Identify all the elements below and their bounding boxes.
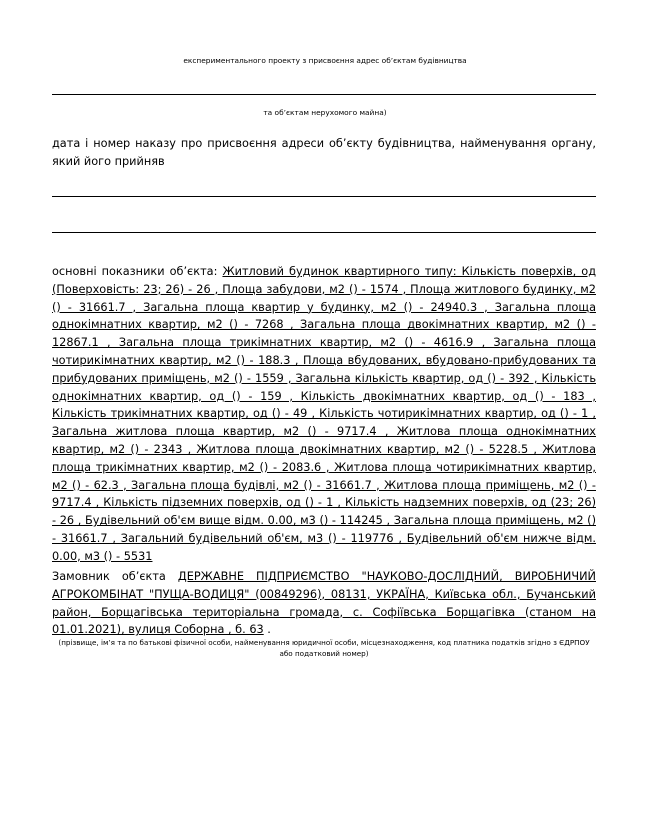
divider-line: [52, 196, 596, 197]
order-info-text: дата і номер наказу про присвоєння адреси об’єкту будівництва, найменування органу, який його прийняв: [52, 137, 596, 168]
header-top-note: експериментального проекту з присвоєння адрес об’єктам будівництва: [183, 56, 467, 65]
indicators-paragraph: [52, 263, 596, 566]
customer-paragraph: [52, 568, 596, 639]
customer-trailing: .: [263, 623, 271, 637]
customer-label: Замовник об’єкта: [52, 570, 166, 583]
divider-line: [52, 232, 596, 233]
customer-value: ДЕРЖАВНЕ ПІДПРИЄМСТВО "НАУКОВО-ДОСЛІДНИЙ, ВИРОБНИЧИЙ АГРОКОМБІНАТ "ПУЩА-ВОДИЦЯ" (00849296), 08131, УКРАЇНА, Київська обл., Бучанський район, Борщагівська територіальна громада, с. Софіївська Борщагівка (станом на 01.01.2021), вулиця Соборна , б. 63: [52, 570, 596, 637]
divider-line: [52, 94, 596, 95]
customer-caption: (прізвище, ім’я та по батькові фізичної особи, найменування юридичної особи, місцезнаходження, код платника податків згідно з ЄДРПОУ або податковий номер): [58, 638, 590, 658]
header-second-note: та об’єктам нерухомого майна): [263, 108, 387, 117]
indicators-value: Житловий будинок квартирного типу: Кількість поверхів, од (Поверховість: 23; 26) - 26 , Площа забудови, м2 () - 1574 , Площа житлового будинку, м2 () - 31661.7 , Загальна площа квартир у будинку, м2 () - 24940.3 , Загальна площа однокімнатних квартир, м2 () - 7268 , Загальна площа двокімнатних квартир, м2 () - 12867.1 , Загальна площа трикімнатних квартир, м2 () - 4616.9 , Загальна площа чотирикімнатних квартир, м2 () - 188.3 , Площа вбудованих, вбудовано-прибудованих та прибудованих приміщень, м2 () - 1559 , Загальна кількість квартир, од () - 392 , Кількість однокімнатних квартир, од () - 159 , Кількість двокімнатних квартир, од () - 183 , Кількість трикімнатних квартир, од () - 49 , Кількість чотирикімнатних квартир, од () - 1 , Загальна житлова площа квартир, м2 () - 9717.4 , Житлова площа однокімнатних квартир, м2 () - 2343 , Житлова площа двокімнатних квартир, м2 () - 5228.5 , Житлова площа трикімнатних квартир, м2 () - 2083.6 , Житлова площа чотирикімнатних квартир, м2 () - 62.3 , Загальна площа будівлі, м2 () - 31661.7 , Житлова площа приміщень, м2 () - 9717.4 , Кількість підземних поверхів, од () - 1 , Кількість надземних поверхів, од (23; 26) - 26 , Будівельний об'єм вище відм. 0.00, м3 () - 114245 , Загальна площа приміщень, м2 () - 31661.7 , Загальний будівельний об'єм, м3 () - 119776 , Будівельний об'єм нижче відм. 0.00, м3 () - 5531: [52, 265, 597, 563]
indicators-label: основні показники об’єкта:: [52, 265, 218, 278]
